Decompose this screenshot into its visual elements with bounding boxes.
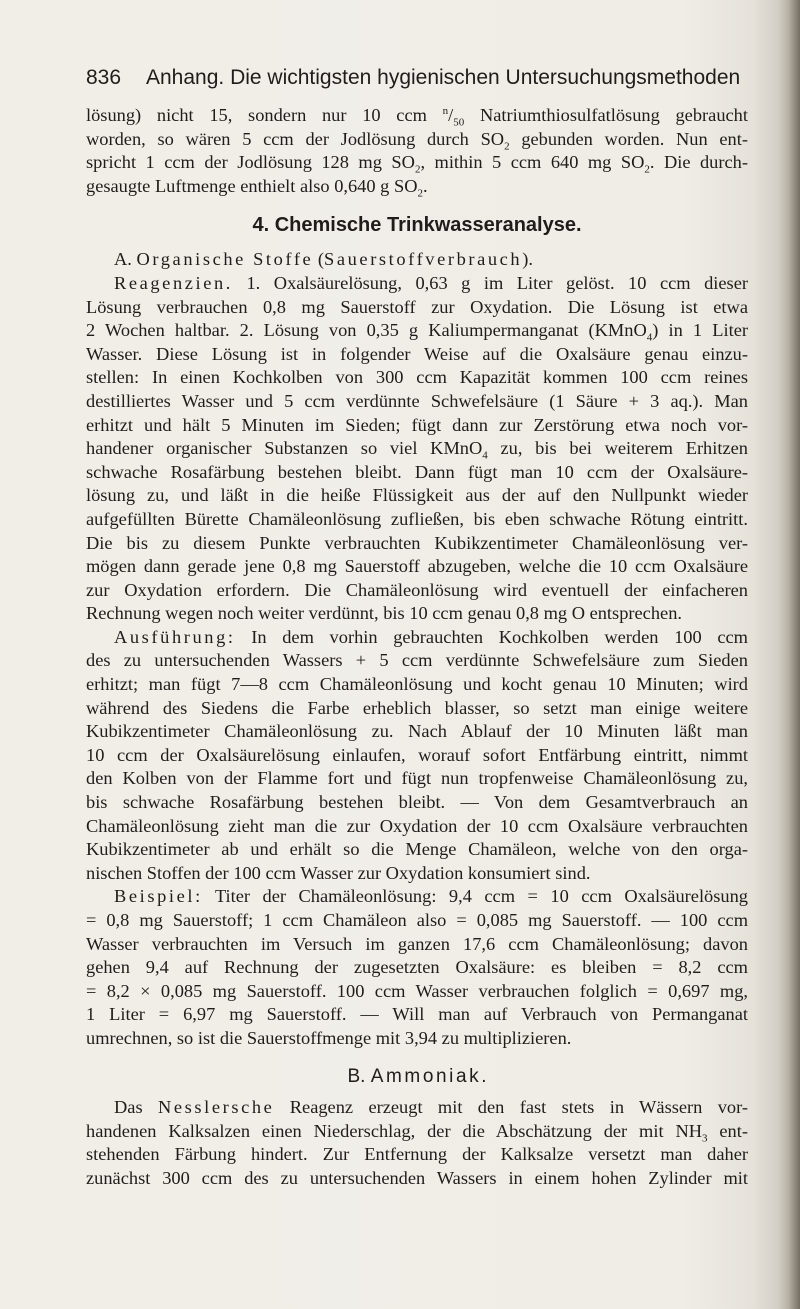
paragraph-beispiel: Beispiel: Titer der Chamäleonlösung: 9,4 ccm = 10 ccm Oxalsäurelösung = 0,8 mg Sauerstoff; 1 ccm Chamäleon also = 0,085 mg Sauerstoff. — 100 ccm Wasser verbrauchten im Versuch im ganzen 17,6 ccm Chamäleonlösung; davon gehen 9,4 auf Rechnung der zugesetzten Oxalsäure: es bleiben = 8,2 ccm = 8,2 × 0,085 mg Sauerstoff. 100 ccm Wasser verbrauchen folglich = 0,697 mg, 1 Liter = 6,97 mg Sauerstoff. — Will man auf Verbrauch von Permanganat umrechnen, so ist die Sauerstoffmenge mit 3,94 zu multiplizieren. (86, 886, 748, 1048)
paragraph-reagenzien: Reagenzien. 1. Oxalsäurelösung, 0,63 g im Liter gelöst. 10 ccm dieser Lösung verbrauchen 0,8 mg Sauerstoff zur Oxydation. Die Lösung ist etwa 2 Wochen haltbar. 2. Lösung von 0,35 g Kaliumpermanganat (KMnO$_4$) in 1 Liter Wasser. Diese Lösung ist in folgender Weise auf die Oxalsäure genau einzu- stellen: In einen Kochkolben von 300 ccm Kapazität kommen 100 ccm reines destilliertes Wasser und 5 ccm verdünnte Schwefelsäure (1 Säure + 3 aq.). Man erhitzt und hält 5 Minuten im Sieden; fügt dann zur Zerstörung etwa noch vor- handener organischer Substanzen so viel KMnO$_4$ zu, bis bei weiterem Erhitzen schwache Rosafärbung bestehen bleibt. Dann fügt man 10 ccm der Oxalsäure- lösung zu, und läßt in die heiße Flüssigkeit aus der auf den Nullpunkt wieder aufgefüllten Bürette Chamäleonlösung zufließen, bis eben schwache Rötung eintritt. Die bis zu diesem Punkte verbrauchten Kubikzentimeter Chamäleonlösung ver- mögen dann gerade jene 0,8 mg Sauerstoff abzugeben, welche die 10 ccm Oxalsäure zur Oxydation erfordern. Die Chamäleonlösung wird eventuell der einfacheren Rechnung wegen noch weiter verdünnt, bis 10 ccm genau 0,8 mg O entsprechen. (86, 272, 748, 624)
section-heading-ammoniak: B. Ammoniak. (347, 1065, 487, 1087)
subheading-organische-stoffe: A. Organische Stoffe (Sauerstoffverbrauch). (114, 249, 533, 270)
paragraph-ammoniak: Das Nesslersche Reagenz erzeugt mit den fast stets in Wässern vor- handenen Kalksalzen einen Niederschlag, der die Abschätzung der mit $NH_3$ ent- stehenden Färbung hindert. Zur Entfernung der Kalksalze versetzt man daher zunächst 300 ccm des zu untersuchenden Wassers in einem hohen Zylinder mit (86, 1097, 748, 1188)
running-title: Anhang. Die wichtigsten hygienischen Untersuchungsmethoden (146, 66, 741, 89)
section-heading-chemische-trinkwasseranalyse: 4. Chemische Trinkwasseranalyse. (252, 214, 582, 237)
paragraph-intro: lösung) nicht 15, sondern nur 10 ccm $^n/_{50}$ Natriumthiosulfatlösung gebraucht worden, so wären 5 ccm der Jodlösung durch $SO_2$ gebunden worden. Nun ent- spricht 1 ccm der Jodlösung 128 mg $SO_2$, mithin 5 ccm 640 mg $SO_2$. Die durch- gesaugte Luftmenge enthielt also 0,640 g $SO_2$. (86, 104, 748, 200)
page-number: 836 (86, 66, 122, 89)
page-body (86, 104, 748, 1191)
page-header (86, 66, 746, 90)
paragraph-ausfuehrung: Ausführung: In dem vorhin gebrauchten Kochkolben werden 100 ccm des zu untersuchenden Wassers + 5 ccm verdünnte Schwefelsäure zum Sieden erhitzt; man fügt 7—8 ccm Chamäleonlösung und kocht genau 10 Minuten; wird während des Siedens die Farbe erheblich blasser, so setzt man einige weitere Kubikzentimeter Chamäleonlösung zu. Nach Ablauf der 10 Minuten läßt man 10 ccm der Oxalsäurelösung einlaufen, worauf sofort Entfärbung eintritt, nimmt den Kolben von der Flamme fort und fügt nun tropfenweise Chamäleonlösung zu, bis schwache Rosafärbung bestehen bleibt. — Von dem Gesamtverbrauch an Chamäleonlösung zieht man die zur Oxydation der 10 ccm Oxalsäure verbrauchten Kubikzentimeter ab und erhält so die Menge Chamäleon, welche von den orga- nischen Stoffen der 100 ccm Wasser zur Oxydation konsumiert sind. (86, 626, 748, 883)
page-edge-shadow (778, 0, 800, 1309)
